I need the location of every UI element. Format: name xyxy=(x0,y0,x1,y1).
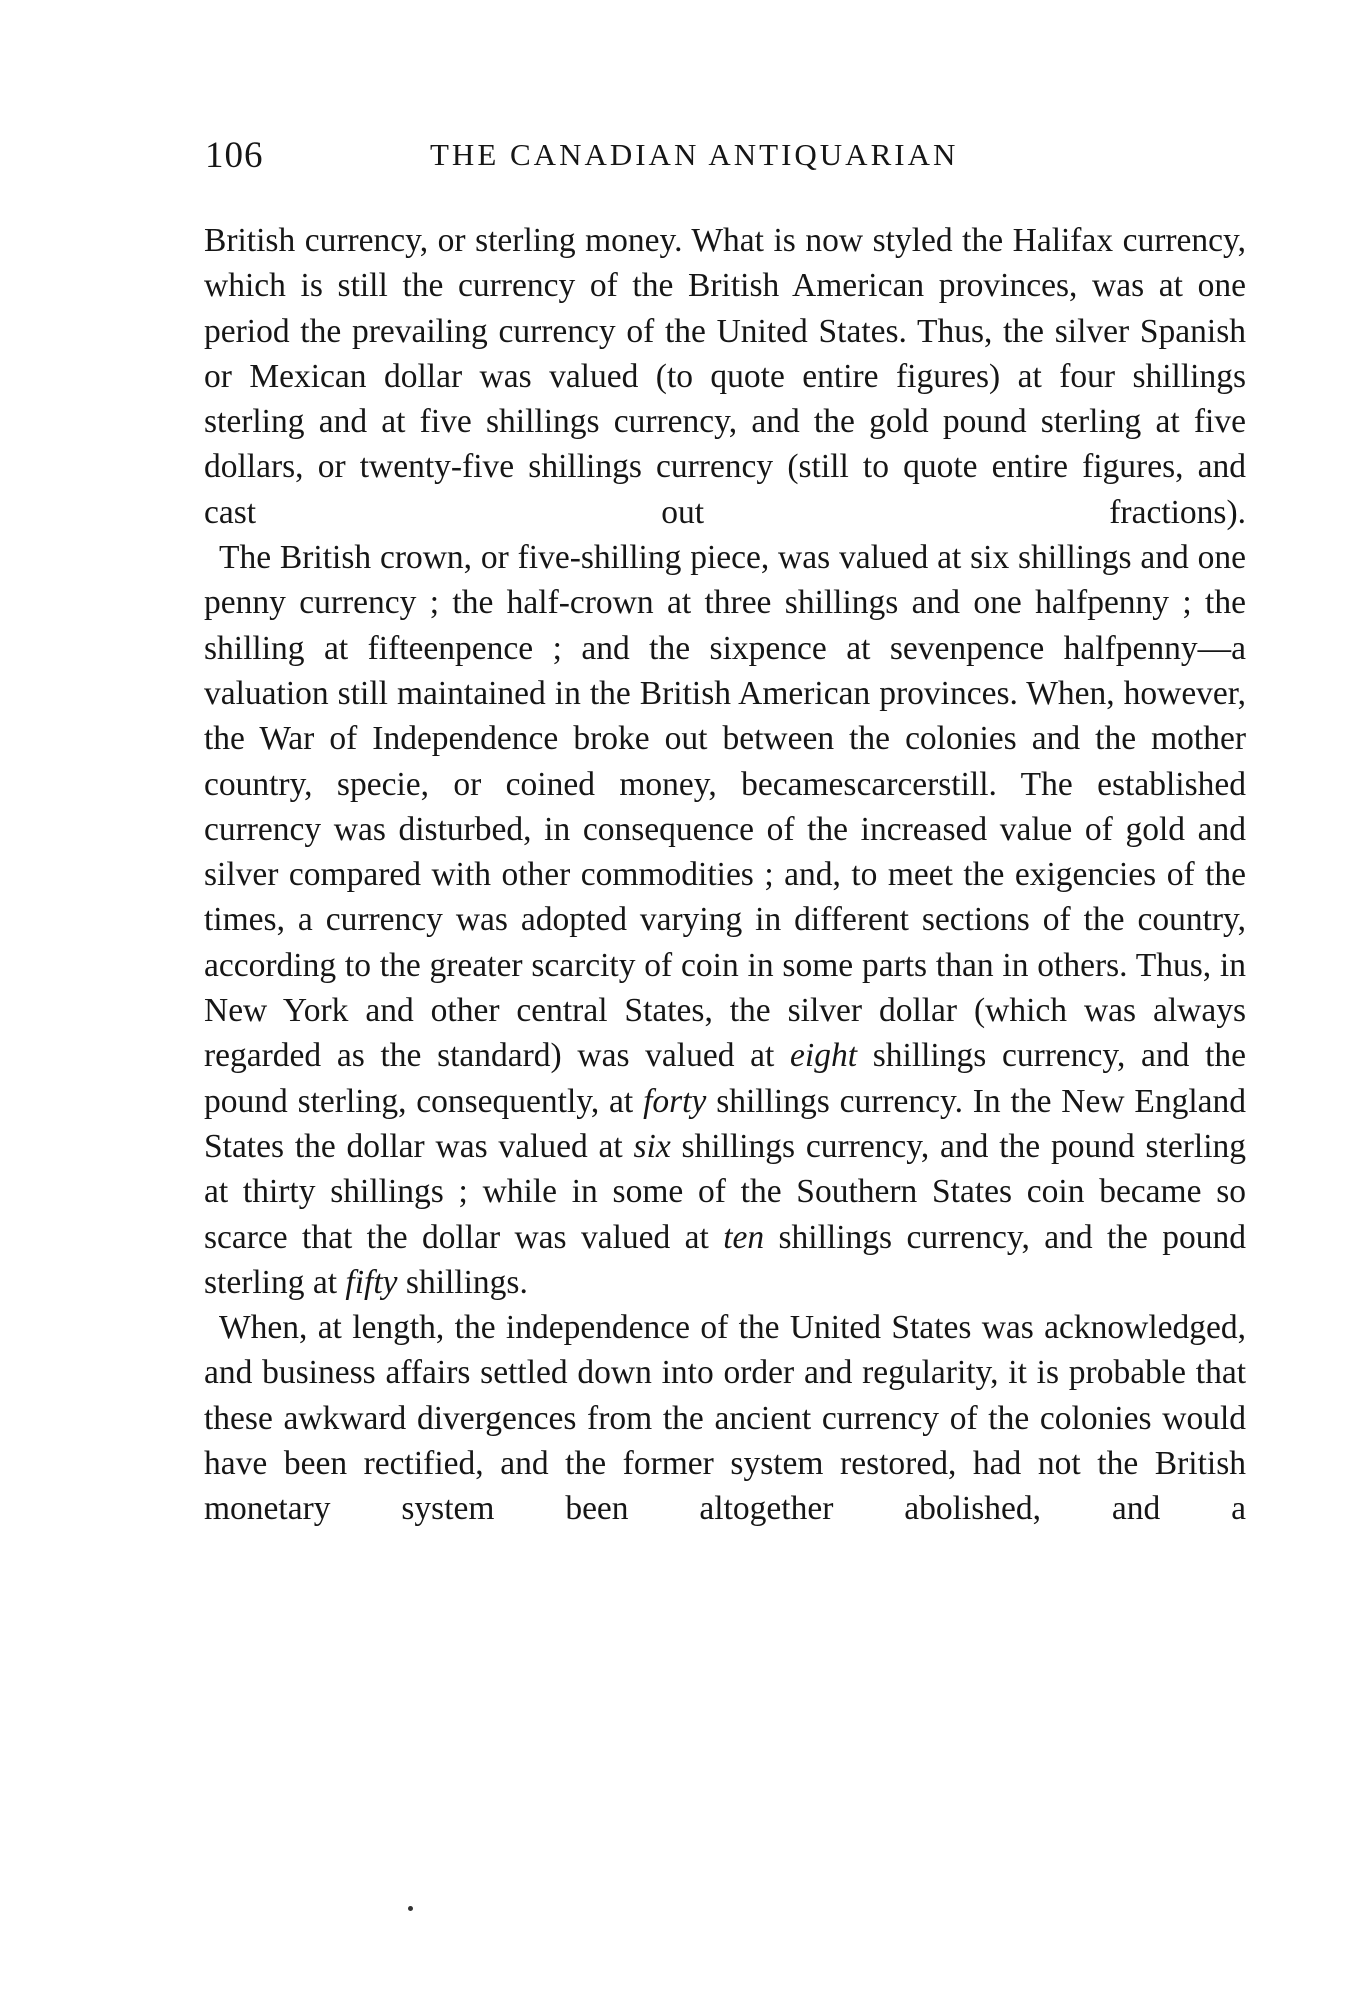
running-head xyxy=(205,134,1240,184)
paragraph-independence xyxy=(204,1305,1246,1531)
italic-word-fifty: fifty xyxy=(345,1263,398,1301)
text-segment: shillings currency, and the pound sterling, consequently, at xyxy=(204,1037,1247,1120)
printing-speck xyxy=(408,1906,413,1911)
body-text xyxy=(204,218,1246,1532)
italic-word-six: six xyxy=(633,1127,671,1165)
text-segment: shillings currency, and the pound sterling at thirty shillings ; while in some of the Southern States coin became so scarce that the dollar was valued at xyxy=(204,1127,1247,1256)
italic-word-eight: eight xyxy=(790,1037,858,1075)
text-segment: shillings currency, and the pound sterling at xyxy=(204,1218,1247,1301)
text-segment: shillings. xyxy=(397,1263,528,1301)
page-number: 106 xyxy=(205,135,264,176)
text-segment: shillings currency. In the New England States the dollar was valued at xyxy=(204,1082,1246,1165)
running-title: THE CANADIAN ANTIQUARIAN xyxy=(430,137,959,172)
paragraph-british-crown xyxy=(204,535,1246,1305)
text-segment: British currency, or sterling money. What is now styled the Halifax currency, which is still the currency of the British American provinces, was at one period the prevailing currency of the United States. Thus, the silver Spanish or Mexican dollar was valued (to quote entire figures) at four shillings sterling and at five shillings currency, and the gold pound sterling at five dollars, or twenty-five shillings currency (still to quote entire figures, and cast out fractions). xyxy=(204,222,1246,531)
italic-word-ten: ten xyxy=(723,1218,765,1256)
text-segment: The British crown, or five-shilling piece, was valued at six shillings and one penny currency ; the half-crown at three shillings and one halfpenny ; the shilling at fifteenpence ; and the sixpence at sevenpence halfpenny—a valuation still maintained in the British American provinces. When, however, the War of Independence broke out between the colonies and the mother country, specie, or coined money, becamescarcerstill. The established currency was disturbed, in consequence of the increased value of gold and silver compared with other commodities ; and, to meet the exigencies of the times, a currency was adopted varying in different sections of the country, according to the greater scarcity of coin in some parts than in others. Thus, in New York and other central States, the silver dollar (which was always regarded as the standard) was valued at xyxy=(204,539,1246,1075)
text-segment: When, at length, the independence of the United States was acknowledged, and business affairs settled down into order and regularity, it is probable that these awkward divergences from the ancient currency of the colonies would have been rectified, and the former system restored, had not the British monetary system been altogether abolished, and a xyxy=(204,1309,1246,1528)
italic-word-forty: forty xyxy=(643,1082,707,1120)
paragraph-currency-intro xyxy=(204,218,1246,535)
